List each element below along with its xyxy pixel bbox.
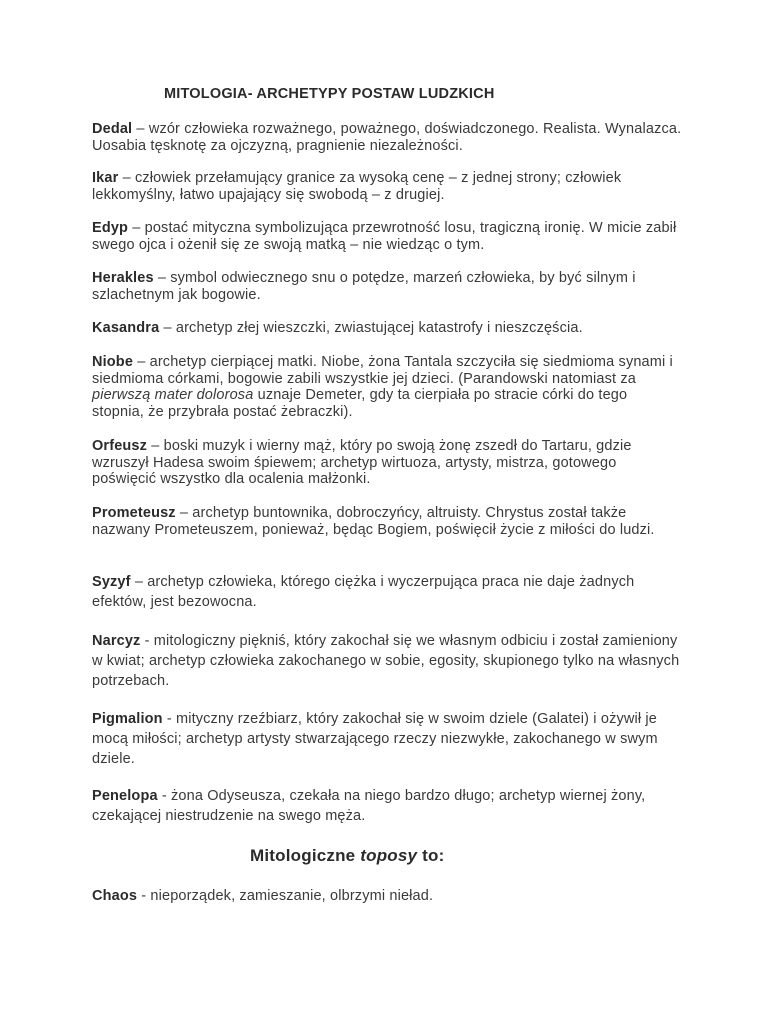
- entry-text: – wzór człowieka rozważnego, poważnego, doświadczonego. Realista. Wynalazca. Uosabia tęsknotę za ojczyzną, pragnienie niezależności.: [92, 121, 682, 154]
- entry-text: – człowiek przełamujący granice za wysoką cenę – z jednej strony; człowiek lekkomyślny, łatwo upajający się swobodą – z drugiej.: [92, 170, 622, 203]
- entry-text: - żona Odyseusza, czekała na niego bardzo długo; archetyp wiernej żony, czekającej niestrudzenie na swego męża.: [92, 788, 646, 824]
- entry-narcyz: [92, 631, 682, 691]
- entry-text: – archetyp buntownika, dobroczyńcy, altruisty. Chrystus został także nazwany Prometeuszem, ponieważ, będąc Bogiem, poświęcił życie z miłości do ludzi.: [92, 505, 655, 538]
- entry-text: – symbol odwiecznego snu o potędze, marzeń człowieka, by być silnym i szlachetnym jak bogowie.: [92, 270, 636, 303]
- entry-prometeusz: [92, 505, 682, 538]
- entry-pigmalion: [92, 709, 682, 769]
- section-heading-italic: toposy: [360, 846, 418, 865]
- entry-term: Orfeusz: [92, 438, 148, 454]
- entry-term: Pigmalion: [92, 711, 163, 727]
- entry-text: uznaje Demeter, gdy ta cierpiała po stracie córki do tego stopnia, że przybrała postać żebraczki).: [92, 387, 628, 420]
- entry-text: - mitologiczny piękniś, który zakochał się we własnym odbiciu i został zamieniony w kwiat; archetyp człowieka zakochanego w sobie, egosity, skupionego tylko na własnych potrzebach.: [92, 633, 680, 689]
- entry-term: Niobe: [92, 354, 134, 370]
- section-heading: [250, 846, 444, 866]
- entry-dedal: [92, 121, 682, 154]
- entry-text: - mityczny rzeźbiarz, który zakochał się w swoim dziele (Galatei) i ożywił je mocą miłości; archetyp artysty stwarzającego rzeczy niezwykłe, zakochanego w swym dziele.: [92, 711, 658, 767]
- entry-term: Herakles: [92, 270, 154, 286]
- entry-text: – archetyp złej wieszczki, zwiastującej katastrofy i nieszczęścia.: [159, 320, 583, 336]
- entry-text: – archetyp człowieka, którego ciężka i wyczerpująca praca nie daje żadnych efektów, jest bezowocna.: [92, 574, 635, 610]
- entry-text: – archetyp cierpiącej matki. Niobe, żona Tantala szczyciła się siedmioma synami i siedmioma córkami, bogowie zabili wszystkie jej dzieci. (Parandowski natomiast za: [92, 354, 673, 387]
- entry-edyp: [92, 220, 682, 253]
- entry-text: - nieporządek, zamieszanie, olbrzymi nieład.: [137, 888, 434, 904]
- section-heading-text: to:: [417, 846, 445, 865]
- entry-text: – boski muzyk i wierny mąż, który po swoją żonę zszedł do Tartaru, gdzie wzruszył Hadesa swoim śpiewem; archetyp wirtuoza, artysty, mistrza, gotowego poświęcić wszystko dla ocalenia małżonki.: [92, 438, 632, 487]
- entry-term: Syzyf: [92, 574, 131, 590]
- entry-syzyf: [92, 572, 682, 612]
- entry-text: – postać mityczna symbolizująca przewrotność losu, tragiczną ironię. W micie zabił swego ojca i ożenił się ze swoją matką – nie wiedząc o tym.: [92, 220, 677, 253]
- entry-term: Narcyz: [92, 633, 141, 649]
- entry-niobe: [92, 354, 682, 420]
- entry-term: Dedal: [92, 121, 133, 137]
- entry-penelopa: [92, 786, 682, 826]
- document-title: MITOLOGIA- ARCHETYPY POSTAW LUDZKICH: [164, 86, 495, 102]
- entry-term: Ikar: [92, 170, 119, 186]
- entry-chaos: [92, 888, 682, 905]
- entry-term: Penelopa: [92, 788, 158, 804]
- entry-ikar: [92, 170, 682, 203]
- entry-herakles: [92, 270, 682, 303]
- entry-orfeusz: [92, 438, 682, 488]
- section-heading-text: Mitologiczne: [250, 846, 361, 865]
- entry-term: Chaos: [92, 888, 138, 904]
- entry-term: Prometeusz: [92, 505, 176, 521]
- entry-kasandra: [92, 320, 682, 337]
- entry-term: Edyp: [92, 220, 129, 236]
- entry-term: Kasandra: [92, 320, 160, 336]
- entry-italic-phrase: pierwszą mater dolorosa: [92, 387, 254, 403]
